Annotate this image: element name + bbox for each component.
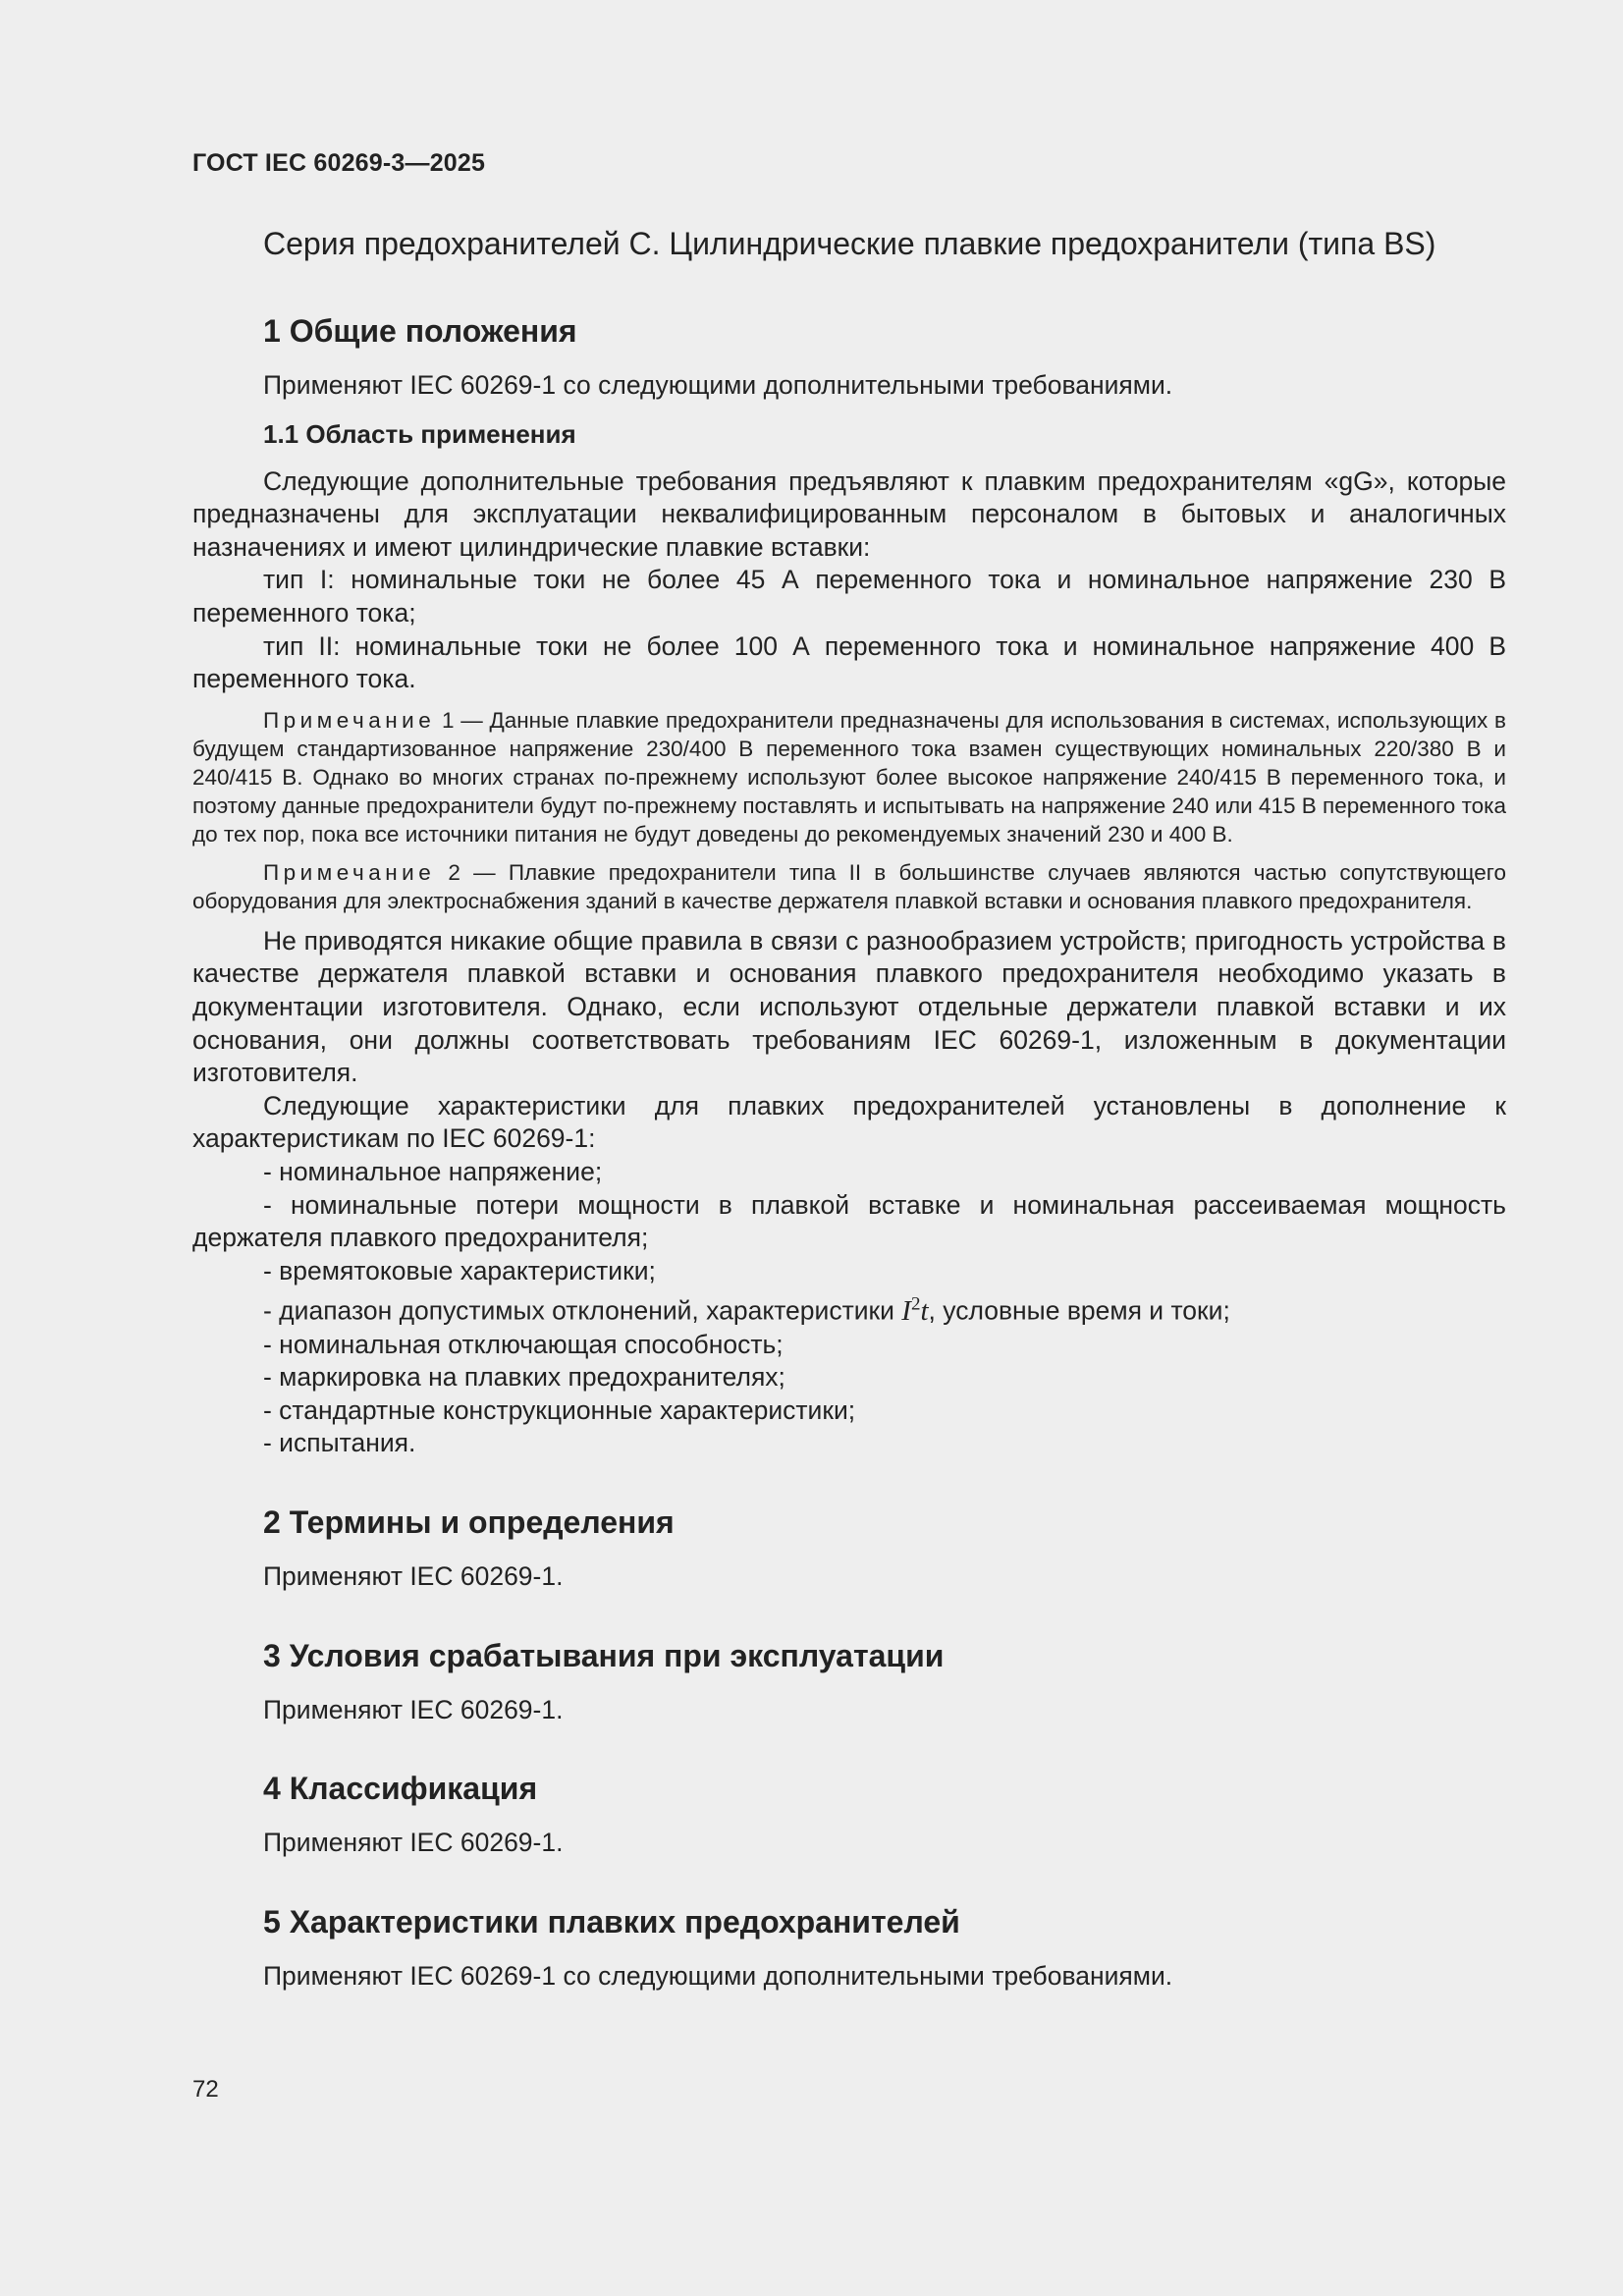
- characteristics-list: [192, 1156, 1506, 1460]
- type-1-paragraph: тип I: номинальные токи не более 45 А переменного тока и номинальное напряжение 230 В переменного тока;: [192, 565, 1506, 628]
- type-2-paragraph: тип II: номинальные токи не более 100 А переменного тока и номинальное напряжение 400 В переменного тока.: [192, 630, 1506, 694]
- list-item: - номинальные потери мощности в плавкой вставке и номинальная рассеиваемая мощность держателя плавкого предохранителя;: [192, 1189, 1506, 1253]
- section-2-text: Применяют IEC 60269-1.: [263, 1560, 564, 1591]
- section-4-text: Применяют IEC 60269-1.: [263, 1828, 564, 1858]
- section-3-heading: 3 Условия срабатывания при эксплуатации: [263, 1637, 945, 1673]
- section-4-heading: 4 Классификация: [263, 1771, 538, 1807]
- section-5-text: Применяют IEC 60269-1 со следующими дополнительными требованиями.: [263, 1960, 1173, 1991]
- note-2: [192, 858, 1506, 915]
- characteristics-paragraph: Следующие характеристики для плавких предохранителей установлены в дополнение к характеристикам по IEC 60269-1:: [192, 1090, 1506, 1154]
- formula-exponent: 2: [910, 1293, 921, 1315]
- document-body: [192, 302, 1506, 1993]
- note-2-text: 2 — Плавкие предохранители типа II в большинстве случаев являются частью сопутствующего оборудования для электроснабжения зданий в качестве держателя плавкой вставки и основания плавкого предохранителя.: [192, 859, 1506, 913]
- list-item: - испытания.: [263, 1428, 416, 1458]
- section-3-text: Применяют IEC 60269-1.: [263, 1694, 564, 1724]
- note-2-label: Примечание: [263, 859, 436, 885]
- rules-paragraph: Не приводятся никакие общие правила в связи с разнообразием устройств; пригодность устройства в качестве держателя плавкой вставки и основания плавкого предохранителя необходимо указать в документации изготовителя. Однако, если используют отдельные держатели плавкой вставки и их основания, они должны соответствовать требованиям IEC 60269-1, изложенным в документации изготовителя.: [192, 925, 1506, 1088]
- list-item: - времятоковые характеристики;: [263, 1255, 656, 1285]
- formula-base: I: [901, 1294, 911, 1327]
- list-item: - стандартные конструкционные характеристики;: [263, 1394, 856, 1425]
- section-5-heading: 5 Характеристики плавких предохранителей: [263, 1903, 960, 1940]
- note-1-text: 1 — Данные плавкие предохранители предназначены для использования в системах, использующих в будущем стандартизованное напряжение 230/400 В переменного тока взамен существующих номинальных 220/380 В и 240/415 В. Однако во многих странах по-прежнему используют более высокое напряжение 240/415 В переменного тока, и поэтому данные предохранители будут по-прежнему поставлять и испытывать на напряжение 240 или 415 В переменного тока до тех пор, пока все источники питания не будут доведены до рекомендуемых значений 230 и 400 В.: [192, 707, 1506, 847]
- note-1-label: Примечание: [263, 707, 436, 733]
- list-item: - номинальное напряжение;: [263, 1156, 603, 1186]
- page-number: 72: [192, 2076, 219, 2103]
- section-2-heading: 2 Термины и определения: [263, 1503, 675, 1540]
- formula-variable: t: [920, 1294, 929, 1327]
- section-1-intro: Применяют IEC 60269-1 со следующими дополнительными требованиями.: [263, 370, 1173, 400]
- list-item: - маркировка на плавких предохранителях;: [263, 1362, 785, 1393]
- note-1: [192, 706, 1506, 848]
- list-item-text: - диапазон допустимых отклонений, характеристики: [263, 1295, 902, 1326]
- section-1-1-heading: 1.1 Область применения: [263, 418, 576, 449]
- section-1-heading: 1 Общие положения: [263, 313, 577, 349]
- scope-paragraph: Следующие дополнительные требования предъявляют к плавким предохранителям «gG», которые предназначены для эксплуатации неквалифицированным персоналом в бытовых и аналогичных назначениях и имеют цилиндрические плавкие вставки:: [192, 465, 1506, 562]
- list-item-text: , условные время и токи;: [928, 1295, 1230, 1326]
- list-item: [192, 1287, 1506, 1328]
- list-item: - номинальная отключающая способность;: [263, 1329, 784, 1359]
- series-title: Серия предохранителей C. Цилиндрические плавкие предохранители (типа BS): [263, 226, 1436, 261]
- i2t-formula: [901, 1295, 928, 1327]
- document-header: ГОСТ IEC 60269-3—2025: [192, 149, 486, 177]
